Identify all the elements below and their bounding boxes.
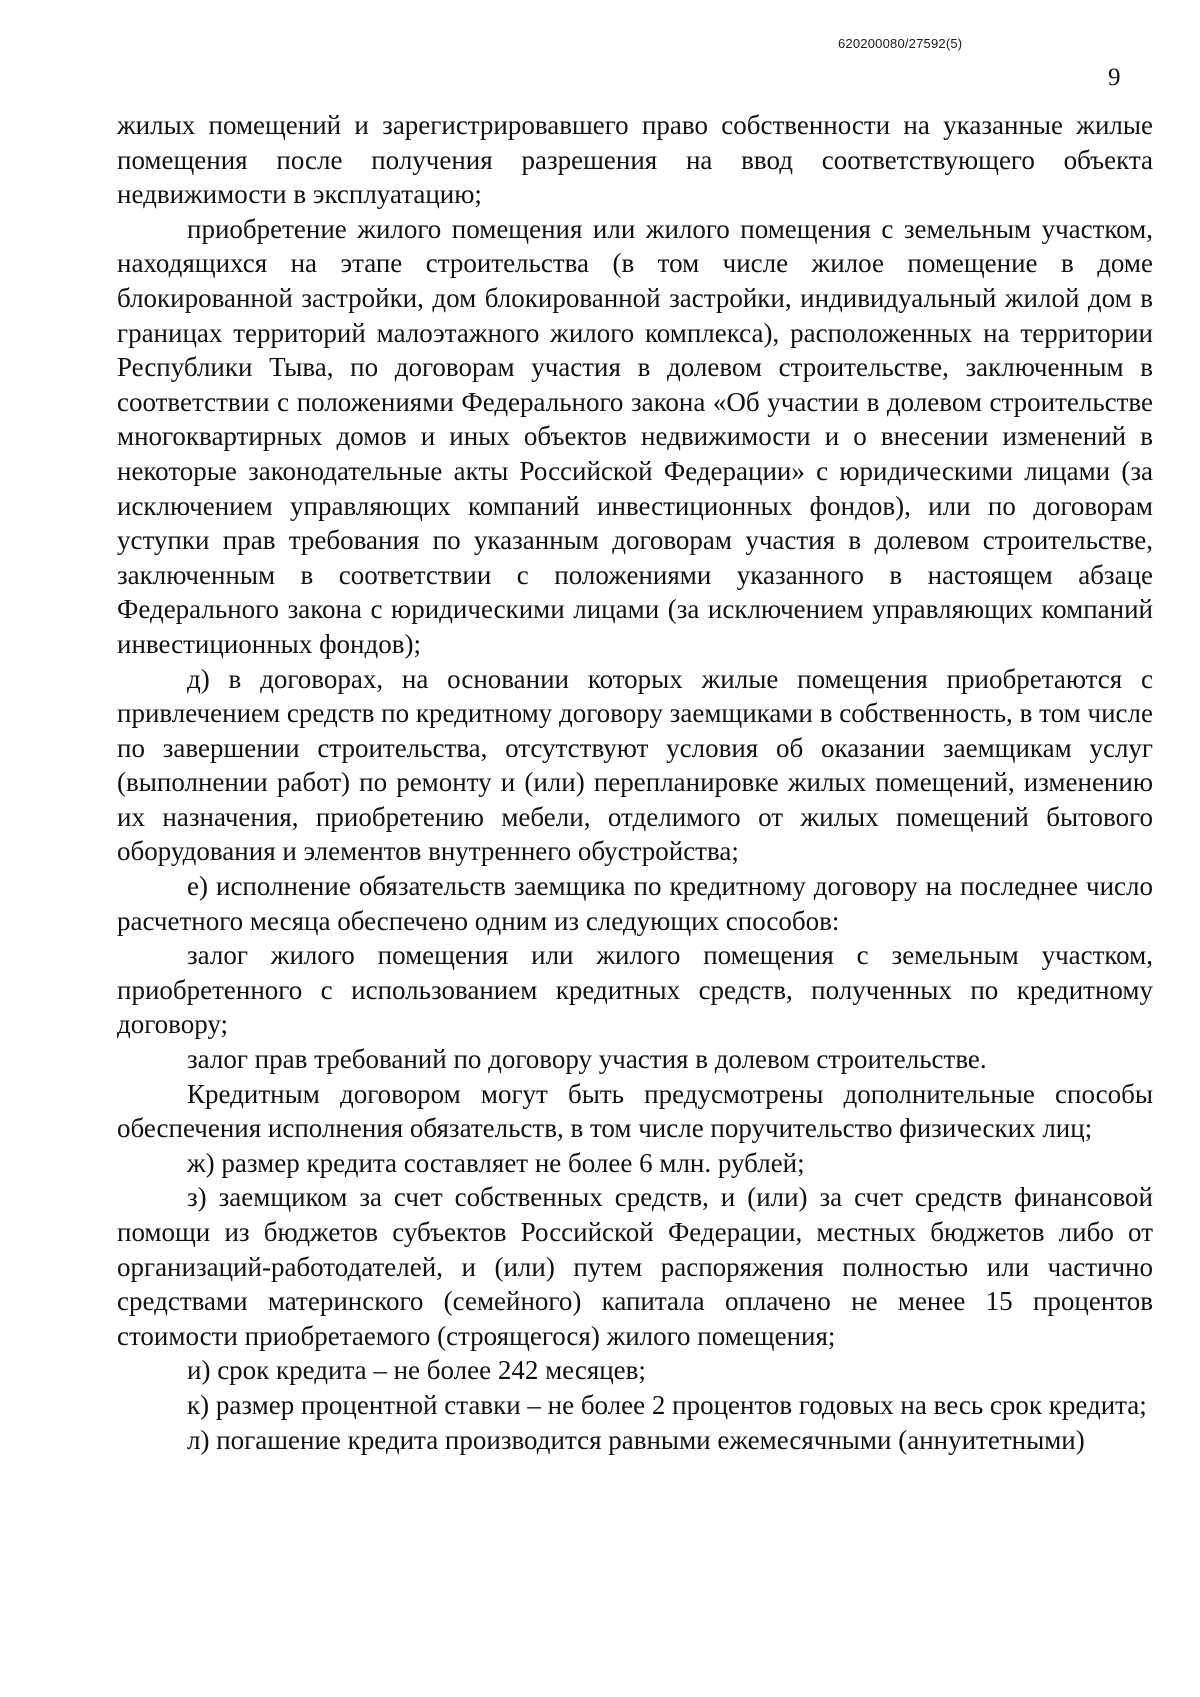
paragraph-item-e: е) исполнение обязательств заемщика по кредитному договору на последнее число расчетного месяца обеспечено одним из следующих способов: <box>117 871 1153 936</box>
page-number: 9 <box>1108 64 1121 91</box>
paragraph-item-z: з) заемщиком за счет собственных средств, и (или) за счет средств финансовой помощи из бюджетов субъектов Российской Федерации, местных бюджетов либо от организаций-работодателей, и (или) путем распоряжения полностью или частично средствами материнского (семейного) капитала оплачено не менее 15 процентов стоимости приобретаемого (строящегося) жилого помещения; <box>117 1182 1153 1351</box>
document-body <box>117 108 1153 1457</box>
paragraph-continuation: жилых помещений и зарегистрировавшего право собственности на указанные жилые помещения после получения разрешения на ввод соответствующего объекта недвижимости в эксплуатацию; <box>117 110 1153 210</box>
paragraph-acquisition-under-construction: приобретение жилого помещения или жилого помещения с земельным участком, находящихся на этапе строительства (в том числе жилое помещение в доме блокированной застройки, дом блокированной застройки, индивидуальный жилой дом в границах территорий малоэтажного жилого комплекса), расположенных на территории Республики Тыва, по договорам участия в долевом строительстве, заключенным в соответствии с положениями Федерального закона «Об участии в долевом строительстве многоквартирных домов и иных объектов недвижимости и о внесении изменений в некоторые законодательные акты Российской Федерации» с юридическими лицами (за исключением управляющих компаний инвестиционных фондов), или по договорам уступки прав требования по указанным договорам участия в долевом строительстве, заключенным в соответствии с положениями указанного в настоящем абзаце Федерального закона с юридическими лицами (за исключением управляющих компаний инвестиционных фондов); <box>117 213 1153 659</box>
paragraph-item-d: д) в договорах, на основании которых жилые помещения приобретаются с привлечением средств по кредитному договору заемщиками в собственность, в том числе по завершении строительства, отсутствуют условия об оказании заемщикам услуг (выполнении работ) по ремонту и (или) перепланировке жилых помещений, изменению их назначения, приобретению мебели, отделимого от жилых помещений бытового оборудования и элементов внутреннего обустройства; <box>117 663 1153 867</box>
paragraph-pledge-housing: залог жилого помещения или жилого помещения с земельным участком, приобретенного с использованием кредитных средств, полученных по кредитному договору; <box>117 940 1153 1040</box>
paragraph-pledge-rights: залог прав требований по договору участия в долевом строительстве. <box>187 1044 987 1075</box>
paragraph-additional-security: Кредитным договором могут быть предусмотрены дополнительные способы обеспечения исполнения обязательств, в том числе поручительство физических лиц; <box>117 1078 1153 1144</box>
document-code: 620200080/27592(5) <box>838 36 963 51</box>
paragraph-item-k: к) размер процентной ставки – не более 2 процентов годовых на весь срок кредита; <box>187 1389 1147 1420</box>
paragraph-item-zh: ж) размер кредита составляет не более 6 млн. рублей; <box>187 1147 805 1178</box>
paragraph-item-l: л) погашение кредита производится равными ежемесячными (аннуитетными) <box>187 1424 1085 1455</box>
paragraph-item-i: и) срок кредита – не более 242 месяцев; <box>187 1355 646 1386</box>
